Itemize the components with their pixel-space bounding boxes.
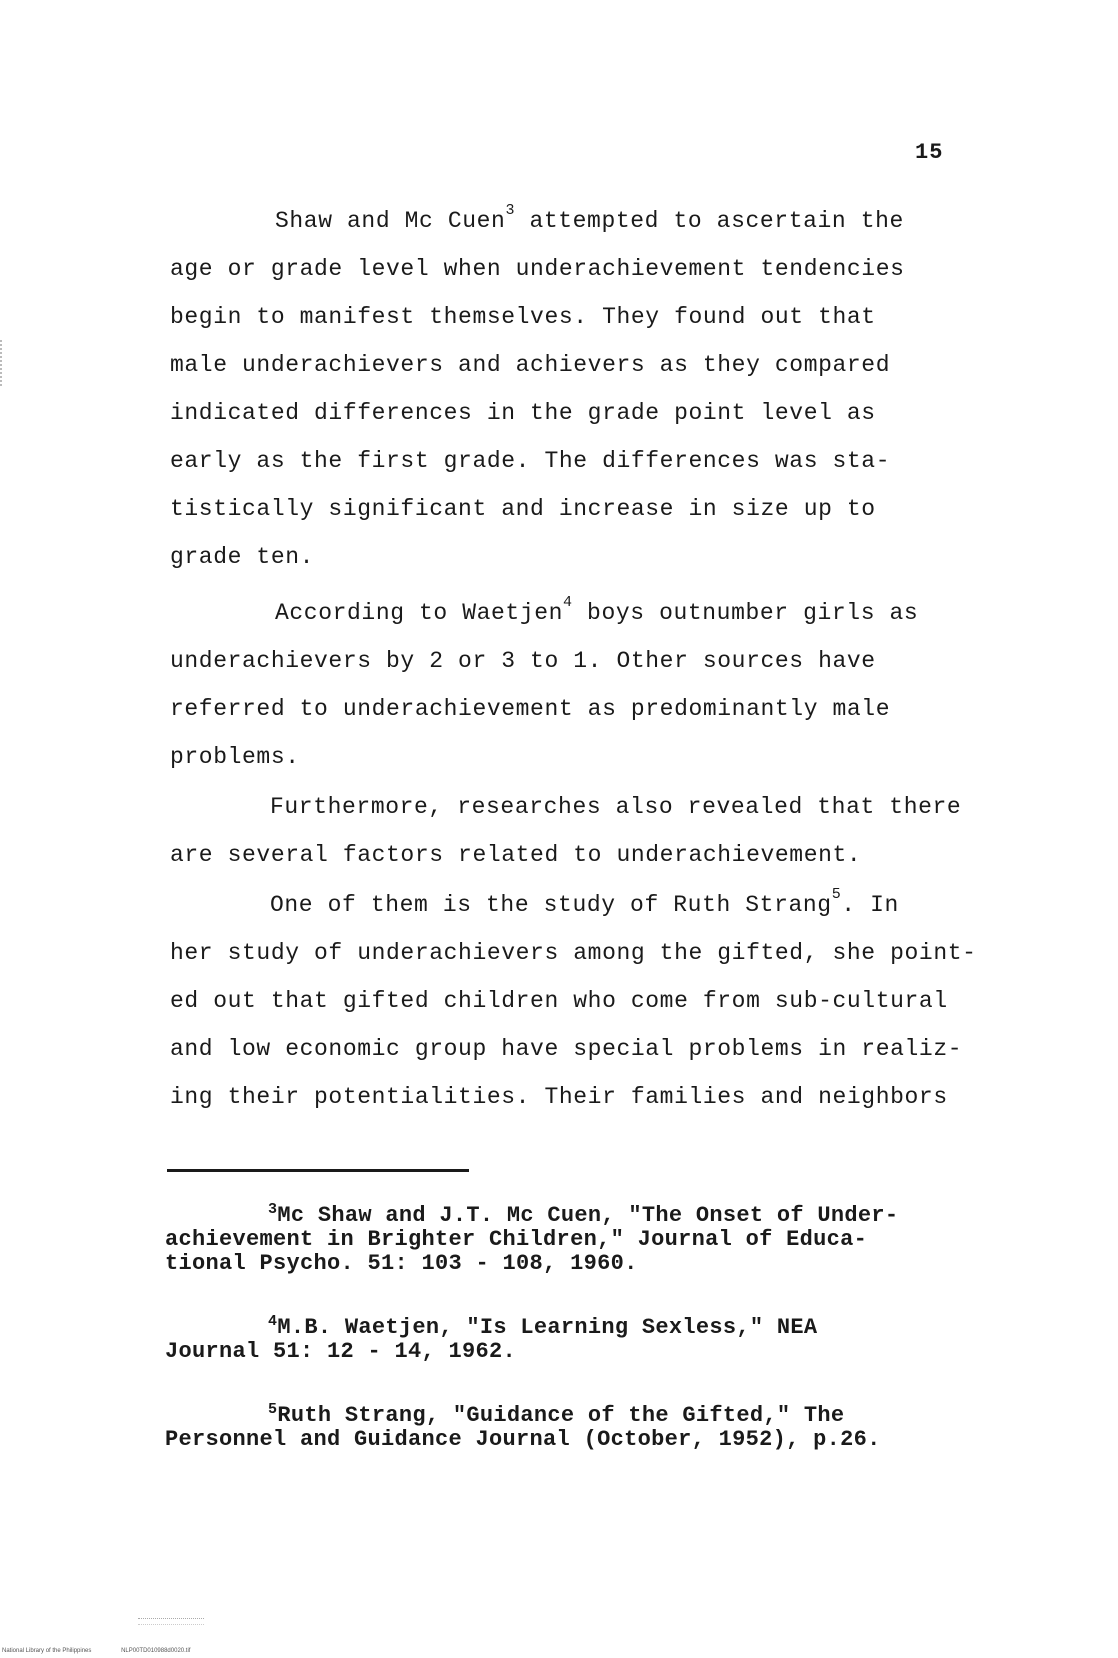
scan-margin-mark bbox=[0, 340, 6, 386]
body-line: male underachievers and achievers as they compared bbox=[170, 352, 891, 378]
body-line: ing their potentialities. Their families and neighbors bbox=[170, 1084, 948, 1110]
footnote-ref-5: 5 bbox=[831, 886, 842, 903]
body-line: age or grade level when underachievement tendencies bbox=[170, 256, 905, 282]
body-line: underachievers by 2 or 3 to 1. Other sources have bbox=[170, 648, 876, 674]
body-line: grade ten. bbox=[170, 544, 315, 570]
body-line: early as the first grade. The differences was sta- bbox=[170, 448, 891, 474]
footnote-3-line: $^3$Mc Shaw and J.T. Mc Cuen, "The Onset of Under- bbox=[268, 1201, 899, 1228]
body-line: Shaw and Mc Cuen$^3$ attempted to ascertain the bbox=[275, 202, 904, 234]
footnote-rule bbox=[167, 1169, 469, 1172]
body-line: her study of underachievers among the gifted, she point- bbox=[170, 940, 977, 966]
footnote-ref-3: 3 bbox=[505, 202, 516, 219]
body-line: tistically significant and increase in size up to bbox=[170, 496, 876, 522]
footnote-5-line: $^5$Ruth Strang, "Guidance of the Gifted," The bbox=[268, 1401, 845, 1428]
scan-footer-library: National Library of the Philippines bbox=[2, 1648, 92, 1654]
body-line: One of them is the study of Ruth Strang$^5$. In bbox=[270, 886, 899, 918]
body-line: and low economic group have special problems in realiz- bbox=[170, 1036, 963, 1062]
body-line: problems. bbox=[170, 744, 300, 770]
body-line: indicated differences in the grade point level as bbox=[170, 400, 876, 426]
scan-footer bbox=[2, 1648, 218, 1654]
footnote-mark-4: 4 bbox=[268, 1313, 278, 1330]
body-line: are several factors related to underachievement. bbox=[170, 842, 862, 868]
footnote-5-line: Personnel and Guidance Journal (October, 1952), p.26. bbox=[165, 1427, 881, 1452]
footnote-mark-5: 5 bbox=[268, 1401, 278, 1418]
footnote-ref-4: 4 bbox=[563, 594, 573, 611]
body-line: referred to underachievement as predominantly male bbox=[170, 696, 891, 722]
body-line: Furthermore, researches also revealed that there bbox=[270, 794, 962, 820]
body-line: ed out that gifted children who come from sub-cultural bbox=[170, 988, 948, 1014]
footnote-mark-3: 3 bbox=[268, 1201, 278, 1218]
scan-footer-file: NLP00TD010988d0020.tif bbox=[121, 1648, 191, 1654]
faint-stamp bbox=[138, 1618, 204, 1625]
footnote-3-line: tional Psycho. 51: 103 - 108, 1960. bbox=[165, 1251, 638, 1276]
footnote-4-line: Journal 51: 12 - 14, 1962. bbox=[165, 1339, 517, 1364]
footnote-3-line: achievement in Brighter Children," Journal of Educa- bbox=[165, 1227, 868, 1252]
body-line: begin to manifest themselves. They found out that bbox=[170, 304, 876, 330]
footnote-4-line: $^4$M.B. Waetjen, "Is Learning Sexless," NEA bbox=[268, 1313, 818, 1340]
body-line: According to Waetjen$^4$ boys outnumber girls as bbox=[275, 594, 919, 626]
page-number: 15 bbox=[915, 140, 944, 165]
